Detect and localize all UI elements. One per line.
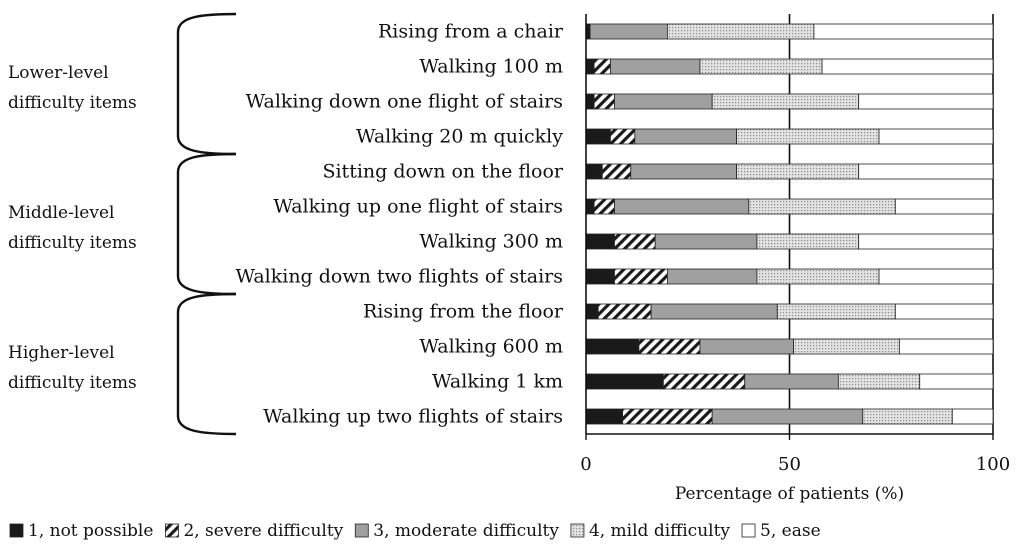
bar-segment-2: [614, 269, 667, 284]
bar-segment-3: [614, 199, 748, 214]
bar-segment-4: [794, 339, 900, 354]
legend-swatch-2: [165, 524, 178, 537]
bar-segment-1: [586, 339, 639, 354]
bar-segment-1: [586, 199, 594, 214]
legend: [10, 521, 821, 541]
group-brace: [178, 294, 236, 434]
bar-segment-4: [863, 409, 953, 424]
legend-label: 4, mild difficulty: [588, 521, 731, 541]
bar-segment-2: [594, 199, 614, 214]
bar-segment-5: [899, 339, 993, 354]
bar-segment-2: [639, 339, 700, 354]
bar-segment-5: [879, 269, 993, 284]
category-label: Sitting down on the floor: [322, 160, 563, 183]
legend-swatch-5: [742, 524, 755, 537]
bar-segment-1: [586, 129, 610, 144]
plot-area: [586, 14, 993, 434]
bar-segment-1: [586, 374, 663, 389]
group-label: Lower-level: [8, 63, 109, 83]
group-label: Higher-level: [8, 343, 115, 363]
legend-swatch-1: [10, 524, 23, 537]
category-label: Walking 100 m: [419, 55, 563, 78]
bar-segment-2: [614, 234, 655, 249]
bar-segment-2: [663, 374, 744, 389]
category-label: Walking up two flights of stairs: [263, 405, 563, 428]
bar-segment-4: [777, 304, 895, 319]
legend-label: 3, moderate difficulty: [373, 521, 559, 541]
group-brace: [178, 154, 236, 294]
group-label: difficulty items: [8, 373, 137, 393]
x-tick-label: 50: [778, 454, 801, 475]
bar-segment-3: [655, 234, 757, 249]
bar-segment-1: [586, 94, 594, 109]
bar-segment-2: [594, 94, 614, 109]
category-label: Walking 1 km: [432, 370, 563, 393]
group-label: difficulty items: [8, 233, 137, 253]
category-labels: [235, 21, 563, 428]
bar-segment-1: [586, 234, 614, 249]
bar-segment-5: [895, 304, 993, 319]
bar-segment-3: [651, 304, 777, 319]
bar-segment-5: [822, 59, 993, 74]
bar-segment-2: [598, 304, 651, 319]
category-label: Rising from a chair: [378, 20, 563, 43]
bar-segment-4: [700, 59, 822, 74]
bar-segment-3: [631, 164, 737, 179]
bar-segment-2: [602, 164, 630, 179]
bar-segment-5: [879, 129, 993, 144]
bar-segment-5: [859, 234, 993, 249]
bar-segment-5: [859, 164, 993, 179]
legend-label: 2, severe difficulty: [183, 521, 344, 541]
bar-segment-1: [586, 409, 623, 424]
bar-segment-3: [590, 24, 667, 39]
bar-segment-2: [594, 59, 610, 74]
bar-segment-4: [757, 269, 879, 284]
bar-segment-2: [623, 409, 713, 424]
x-axis-title: Percentage of patients (%): [674, 484, 905, 504]
bar-segment-4: [667, 24, 814, 39]
x-axis: [580, 14, 1010, 504]
group-brackets: [8, 14, 236, 434]
bar-segment-4: [838, 374, 919, 389]
legend-label: 1, not possible: [28, 521, 154, 541]
bar-segment-3: [712, 409, 863, 424]
bar-segment-3: [667, 269, 757, 284]
category-label: Walking 20 m quickly: [355, 125, 563, 148]
bar-segment-4: [737, 129, 879, 144]
legend-swatch-4: [571, 524, 584, 537]
legend-label: 5, ease: [760, 521, 821, 541]
bar-segment-1: [586, 59, 594, 74]
bar-segment-3: [745, 374, 839, 389]
bar-segment-4: [737, 164, 859, 179]
group-brace: [178, 14, 236, 154]
category-label: Rising from the floor: [362, 300, 563, 323]
bar-segment-4: [712, 94, 859, 109]
bar-segment-3: [700, 339, 794, 354]
bar-segment-3: [635, 129, 737, 144]
bar-segment-1: [586, 164, 602, 179]
category-label: Walking 300 m: [419, 230, 563, 253]
x-tick-label: 0: [580, 454, 592, 475]
bar-segment-2: [610, 129, 634, 144]
bar-segment-5: [859, 94, 993, 109]
category-label: Walking up one flight of stairs: [273, 195, 563, 218]
category-label: Walking down one flight of stairs: [245, 90, 563, 113]
bar-segment-5: [952, 409, 993, 424]
group-label: Middle-level: [8, 203, 115, 223]
bar-segment-5: [814, 24, 993, 39]
category-label: Walking down two flights of stairs: [235, 265, 563, 288]
bar-segment-3: [610, 59, 700, 74]
bar-segment-1: [586, 304, 598, 319]
x-tick-label: 100: [975, 454, 1011, 475]
group-label: difficulty items: [8, 93, 137, 113]
category-label: Walking 600 m: [419, 335, 563, 358]
bar-segment-5: [920, 374, 993, 389]
bar-segment-1: [586, 269, 614, 284]
bar-segment-3: [614, 94, 712, 109]
bar-segment-4: [749, 199, 896, 214]
legend-swatch-3: [355, 524, 368, 537]
bar-segment-4: [757, 234, 859, 249]
bar-segment-5: [895, 199, 993, 214]
